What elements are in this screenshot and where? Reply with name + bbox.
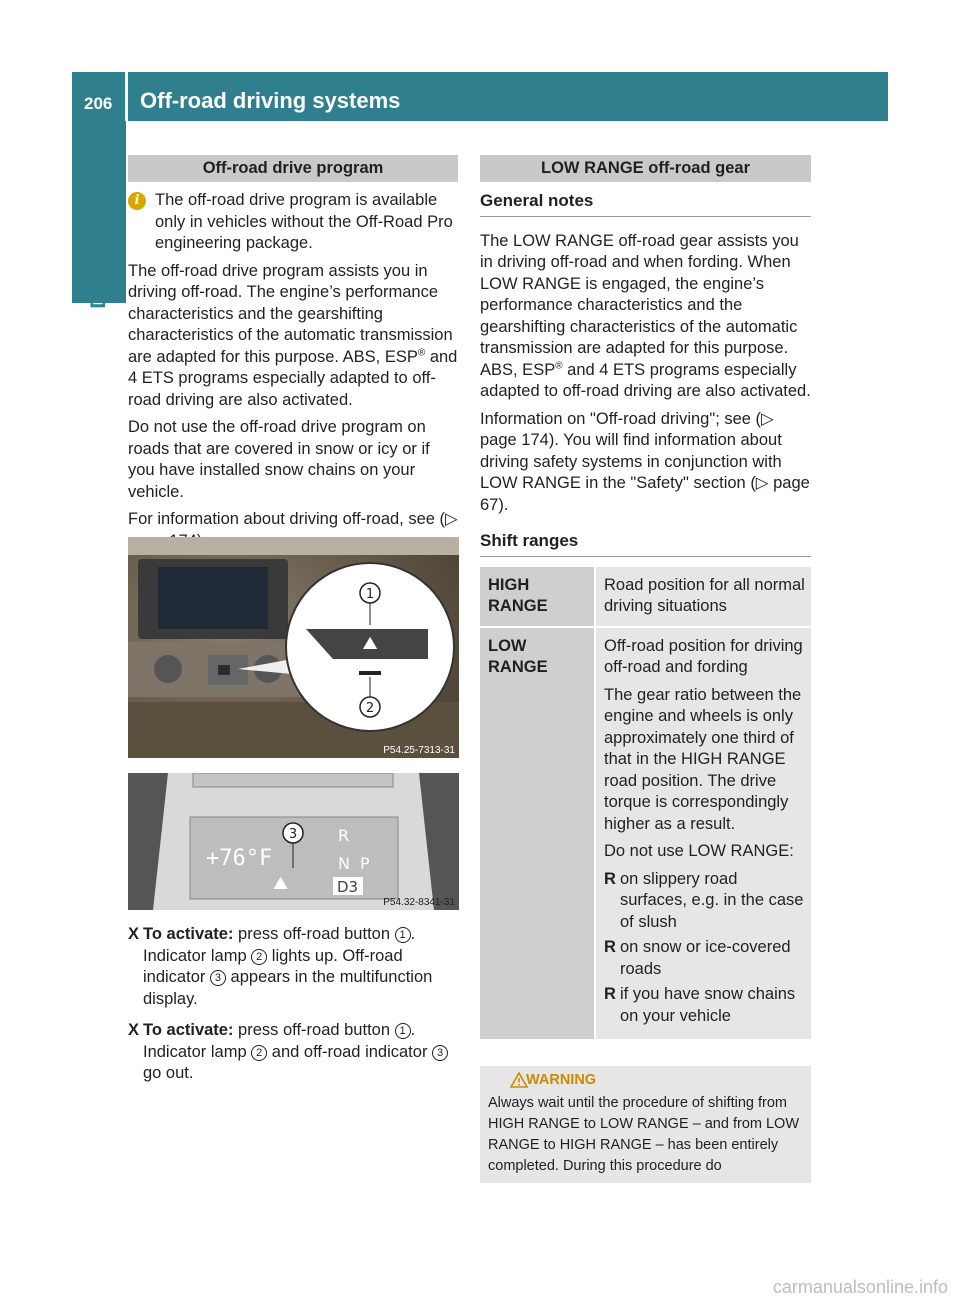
step-marker-icon: X: [128, 925, 140, 943]
list-item-text: on snow or ice-covered roads: [620, 938, 791, 978]
list-item-text: on slippery road surfaces, e.g. in the case of slush: [620, 869, 804, 931]
console-figure: [128, 537, 459, 758]
registered-mark: ®: [417, 347, 426, 358]
subheading-general-notes: General notes: [480, 190, 811, 217]
page-title: Off-road driving systems: [140, 88, 401, 113]
info-icon: i: [128, 192, 146, 210]
range-value: [594, 628, 811, 1042]
range-key: HIGH RANGE: [480, 567, 594, 628]
figure-code: P54.25-7313-31: [383, 745, 455, 756]
callout-ref: 1: [395, 927, 411, 943]
callout-1: 1: [365, 587, 375, 602]
temperature-readout: +76°F: [206, 846, 273, 871]
range-text: Do not use LOW RANGE:: [604, 842, 794, 860]
paragraph: [480, 231, 811, 403]
chapter-tab-label: Driving and parking: [87, 111, 110, 309]
bullet-icon: R: [604, 869, 616, 888]
paragraph: Information on "Off-road driving"; see (▷ page 174). You will find information about driving safety systems in conjunction with LOW RANGE in the "Safety" section (▷ page 67).: [480, 409, 810, 514]
warning-text: Always wait until the procedure of shifting from HIGH RANGE to LOW RANGE – and from LOW RANGE to HIGH RANGE – has been entirely completed. During this procedure do: [488, 1095, 800, 1174]
callout-ref: 2: [251, 1045, 267, 1061]
step-text: go out.: [143, 1064, 194, 1082]
page-header: [72, 72, 888, 121]
figure-code: P54.32-8341-31: [383, 897, 455, 908]
list-item-text: if you have snow chains on your vehicle: [620, 985, 796, 1025]
info-note-text: The off-road drive program is available only in vehicles without the Off-Road Pro engineering package.: [155, 191, 453, 252]
list-item: [604, 937, 805, 980]
paragraph: [128, 261, 458, 412]
step-text: lights up. Off-road indicator: [143, 946, 403, 986]
right-column: [480, 155, 811, 1041]
display-illustration: [128, 773, 459, 910]
subheading-shift-ranges: Shift ranges: [480, 530, 811, 557]
step-marker-icon: X: [128, 1021, 140, 1039]
section-title-offroad-program: Off-road drive program: [128, 155, 458, 182]
step-text: appears in the multifunction display.: [143, 968, 433, 1008]
callout-2: 2: [365, 701, 375, 716]
step-lead: To activate:: [143, 1021, 234, 1039]
header-divider: [125, 72, 128, 121]
gear-r: R: [338, 826, 350, 845]
range-value: Road position for all normal driving situations: [594, 567, 811, 628]
callout-ref: 1: [395, 1023, 411, 1039]
paragraph: Do not use the off-road drive program on roads that are covered in snow or icy or if you have installed snow chains on your vehicle.: [128, 418, 430, 501]
instruction-step: [128, 1020, 458, 1085]
paragraph-text: The off-road drive program assists you in driving off-road. The engine’s performance characteristics and the gearshifting characteristics of the automatic transmission are adapted for this purpose. ABS, ESP: [128, 261, 453, 366]
svg-text:⛰: ⛰: [362, 633, 378, 654]
callout-ref: 3: [432, 1045, 448, 1061]
left-column: [128, 155, 458, 558]
range-text: Off-road position for driving off-road and fording: [604, 636, 803, 676]
warning-title: WARNING: [526, 1072, 597, 1088]
paragraph: For information about driving off-road, see (▷: [128, 510, 458, 528]
display-figure: [128, 773, 459, 910]
table-row: [480, 567, 811, 628]
bullet-icon: R: [604, 985, 616, 1003]
svg-text:⛰: ⛰: [273, 873, 289, 894]
callout-3: 3: [288, 827, 298, 842]
gear-d: D3: [337, 878, 359, 896]
paragraph-text: and 4 ETS programs especially adapted to off-road driving are also activated.: [128, 347, 458, 409]
registered-mark: ®: [555, 360, 563, 371]
gear-n: N: [338, 854, 350, 873]
section-title-low-range: LOW RANGE off-road gear: [480, 155, 811, 182]
paragraph-text: The LOW RANGE off-road gear assists you in driving off-road and when fording. When LOW RANGE is engaged, the engine’s performance characteristics and the gearshifting characteristics of the automatic transmission are adapted for this purpose. ABS, ESP: [480, 231, 799, 379]
paragraph-text: and 4 ETS programs especially adapted to off-road driving are also activated.: [480, 360, 811, 400]
step-text: . Indicator lamp: [143, 925, 416, 965]
bullet-icon: R: [604, 938, 616, 956]
step-lead: To activate:: [143, 925, 234, 943]
info-note: [128, 190, 458, 255]
step-text: press off-road button: [233, 925, 395, 943]
warning-triangle-icon: [510, 1072, 528, 1088]
step-text: press off-road button: [233, 1021, 395, 1039]
page-number: 206: [84, 94, 113, 113]
watermark: carmanualsonline.info: [772, 1277, 948, 1297]
callout-ref: 3: [210, 970, 226, 986]
table-row: [480, 628, 811, 1042]
callout-ref: 2: [251, 949, 267, 965]
list-item: [604, 869, 805, 934]
range-text: The gear ratio between the engine and wheels is only approximately one third of that in the HIGH RANGE road position. The drive torque is correspondingly higher as a result.: [604, 685, 802, 833]
console-illustration: [128, 537, 459, 758]
instruction-step: [128, 924, 458, 1010]
step-text: . Indicator lamp: [143, 1021, 416, 1061]
instruction-steps: [128, 924, 458, 1095]
warning-box: [480, 1066, 811, 1183]
shift-ranges-table: [480, 567, 811, 1042]
gear-p: P: [360, 854, 370, 873]
step-text: and off-road indicator: [267, 1042, 433, 1061]
list-item: [604, 984, 805, 1027]
range-key: LOW RANGE: [480, 628, 594, 1042]
